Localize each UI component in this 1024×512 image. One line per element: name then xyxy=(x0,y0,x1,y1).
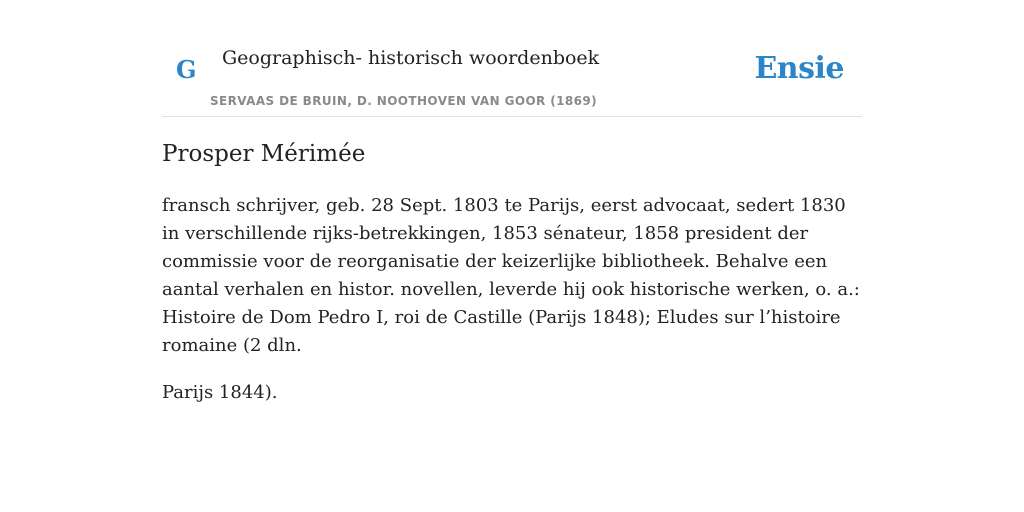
header xyxy=(162,0,862,117)
ensie-logo[interactable]: Ensie xyxy=(754,51,844,86)
entry-title: Prosper Mérimée xyxy=(162,141,366,167)
book-title-link[interactable]: Geographisch- historisch woordenboek xyxy=(222,47,600,69)
entry-paragraph: fransch schrijver, geb. 28 Sept. 1803 te Parijs, eerst advocaat, sedert 1830 in verschillende rijks-betrekkingen, 1853 sénateur, 1858 president der commissie voor de reorganisatie der keizerlijke bibliotheek. Behalve een aantal verhalen en histor. novellen, leverde hij ook historische werken, o. a.: Histoire de Dom Pedro I, roi de Castille (Parijs 1848); Eludes sur l’histoire romaine (2 dln. xyxy=(162,195,860,356)
entry-body xyxy=(162,192,862,426)
book-icon[interactable]: G xyxy=(176,55,197,84)
entry-paragraph: Parijs 1844). xyxy=(162,382,278,403)
book-authors: SERVAAS DE BRUIN, D. NOOTHOVEN VAN GOOR (1869) xyxy=(210,94,598,108)
